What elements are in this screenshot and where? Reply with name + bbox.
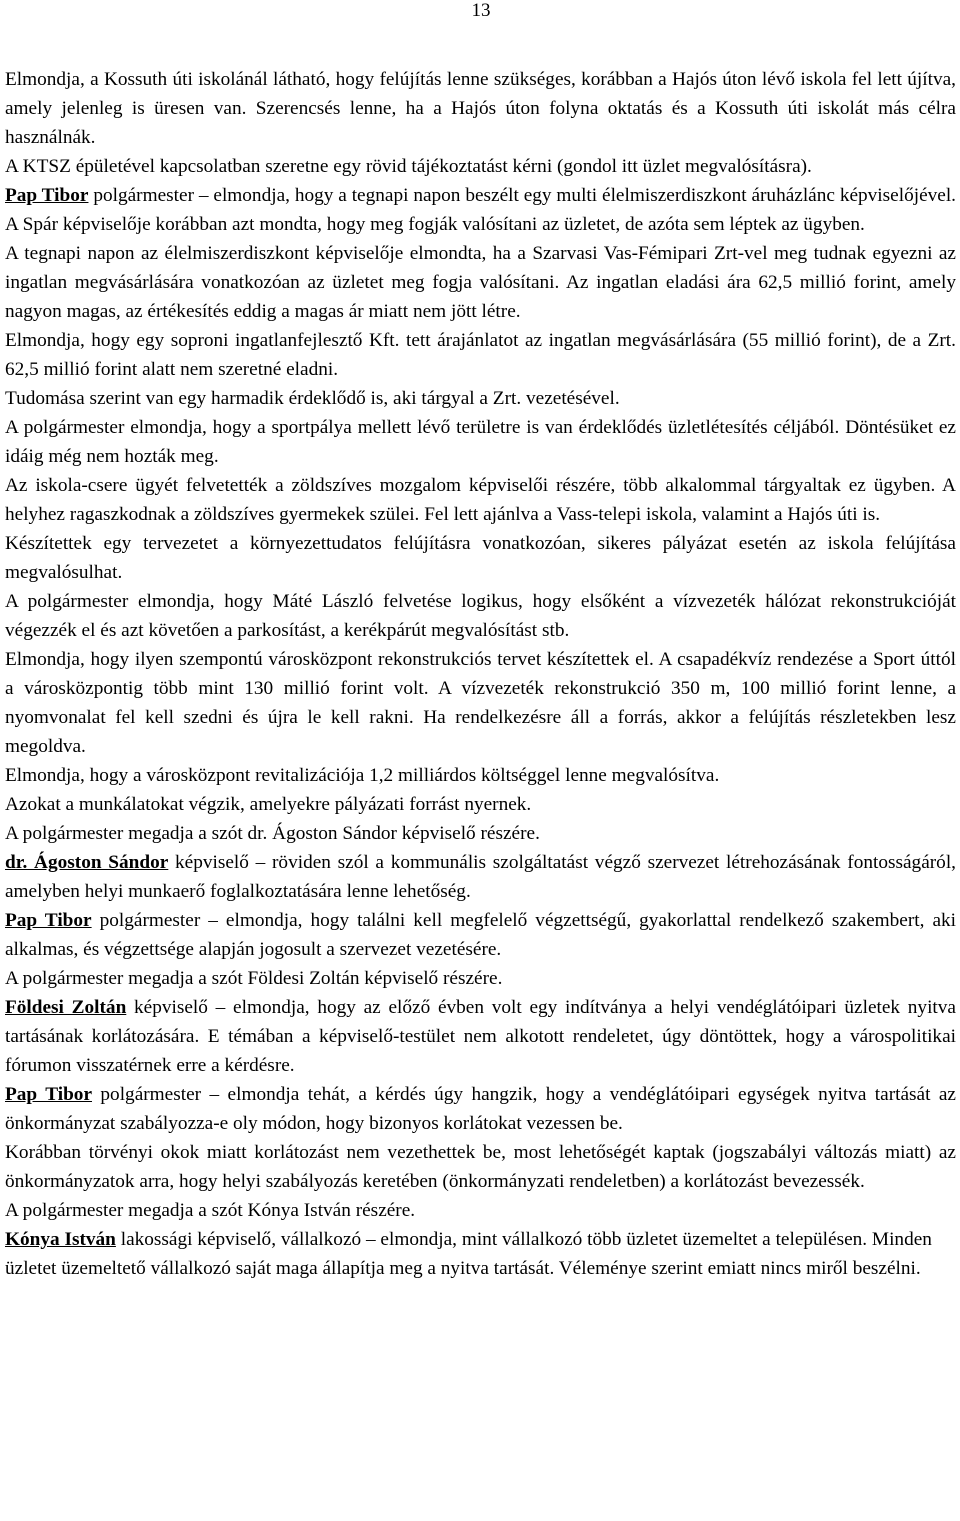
paragraph xyxy=(5,1080,956,1138)
paragraph: A polgármester elmondja, hogy a sportpálya mellett lévő területre is van érdeklődés üzletlétesítés céljából. Döntésüket ez idáig még nem hozták meg. xyxy=(5,417,956,467)
paragraph: Az iskola-csere ügyét felvetették a zöldszíves mozgalom képviselői részére, több alkalommal tárgyaltak ez ügyben. A helyhez ragaszkodnak a zöldszíves gyermekek szülei. Fel lett ajánlva a Vass-telepi iskola, valamint a Hajós úti is. xyxy=(5,475,956,525)
page-number: 13 xyxy=(471,0,491,21)
paragraph: Korábban törvényi okok miatt korlátozást nem vezethettek be, most lehetőségét kaptak (jogszabályi változás miatt) az önkormányzatok arra, hogy helyi szabályozás keretében (önkormányzati rendeletben) a korlátozást bevezessék. xyxy=(5,1142,956,1192)
speaker-name: Pap Tibor xyxy=(5,185,89,206)
paragraph: Elmondja, a Kossuth úti iskolánál látható, hogy felújítás lenne szükséges, korábban a Hajós úton lévő iskola fel lett újítva, amely jelenleg is üresen van. Szerencsés lenne, ha a Hajós úton folyna oktatás és a Kossuth úti iskolát más célra használnák. xyxy=(5,69,956,148)
paragraph: A polgármester megadja a szót dr. Ágoston Sándor képviselő részére. xyxy=(5,823,540,844)
paragraph xyxy=(5,993,956,1080)
paragraph: Tudomása szerint van egy harmadik érdeklődő is, aki tárgyal a Zrt. vezetésével. xyxy=(5,388,620,409)
paragraph: Elmondja, hogy a városközpont revitalizációja 1,2 milliárdos költséggel lenne megvalósítva. xyxy=(5,765,720,786)
paragraph: Készítettek egy tervezetet a környezettudatos felújításra vonatkozóan, sikeres pályázat esetén az iskola felújítása megvalósulhat. xyxy=(5,533,956,583)
paragraph: A polgármester megadja a szót Kónya István részére. xyxy=(5,1200,416,1221)
speaker-name: Földesi Zoltán xyxy=(5,997,127,1018)
speaker-name: Pap Tibor xyxy=(5,910,92,931)
paragraph xyxy=(5,906,956,964)
speaker-text: képviselő – röviden szól a kommunális szolgáltatást végző szervezet létrehozásának fontosságáról, amelyben helyi munkaerő foglalkoztatására lenne lehetőség. xyxy=(5,852,956,902)
speaker-text: képviselő – elmondja, hogy az előző évben volt egy indítványa a helyi vendéglátóipari üzletek nyitva tartásának korlátozására. E témában a képviselő-testület nem alkotott rendeletet, úgy döntöttek, hogy a várospolitikai fórumon visszatérnek erre a kérdésre. xyxy=(5,997,956,1076)
paragraph: A polgármester megadja a szót Földesi Zoltán képviselő részére. xyxy=(5,968,503,989)
body-text xyxy=(5,65,956,1283)
paragraph: A tegnapi napon az élelmiszerdiszkont képviselője elmondta, ha a Szarvasi Vas-Fémipari Zrt-vel meg tudnak egyezni az ingatlan megvásárlására vonatkozóan az üzletet meg fogja valósítani. Az ingatlan eladási ára 62,5 millió forint, amely nagyon magas, az értékesítés eddig a magas ár miatt nem jött létre. xyxy=(5,243,956,322)
speaker-name: Pap Tibor xyxy=(5,1084,92,1105)
speaker-text: polgármester – elmondja tehát, a kérdés úgy hangzik, hogy a vendéglátóipari egységek nyitva tartását az önkormányzat szabályozza-e oly módon, hogy bizonyos korlátokat vezessen be. xyxy=(5,1084,956,1134)
paragraph: Elmondja, hogy egy soproni ingatlanfejlesztő Kft. tett árajánlatot az ingatlan megvásárlására (55 millió forint), de a Zrt. 62,5 millió forint alatt nem szeretné eladni. xyxy=(5,330,956,380)
speaker-text: polgármester – elmondja, hogy a tegnapi napon beszélt egy multi élelmiszerdiszkont áruházlánc képviselőjével. A Spár képviselője korábban azt mondta, hogy meg fogják valósítani az üzletet, de azóta sem léptek az ügyben. xyxy=(5,185,957,235)
paragraph xyxy=(5,848,956,906)
paragraph: Azokat a munkálatokat végzik, amelyekre pályázati forrást nyernek. xyxy=(5,794,532,815)
speaker-name: Kónya István xyxy=(5,1229,116,1250)
speaker-text: polgármester – elmondja, hogy találni kell megfelelő végzettségű, gyakorlattal rendelkező szakembert, aki alkalmas, és végzettsége alapján jogosult a szervezet vezetésére. xyxy=(5,910,957,960)
paragraph: Elmondja, hogy ilyen szempontú városközpont rekonstrukciós tervet készítettek el. A csapadékvíz rendezése a Sport úttól a városközpontig több mint 130 millió forint volt. A vízvezeték rekonstrukció 350 m, 100 millió forint lenne, a nyomvonalat fel kell szedni és újra le kell rakni. Ha rendelkezésre áll a forrás, akkor a felújítás részletekben lesz megoldva. xyxy=(5,649,956,757)
speaker-name: dr. Ágoston Sándor xyxy=(5,852,169,873)
speaker-text: lakossági képviselő, vállalkozó – elmondja, mint vállalkozó több üzletet üzemeltet a településen. Minden üzletet üzemeltető vállalkozó saját maga állapítja meg a nyitva tartását. Véleménye szerint emiatt nincs miről beszélni. xyxy=(5,1229,932,1279)
paragraph: A KTSZ épületével kapcsolatban szeretne egy rövid tájékoztatást kérni (gondol itt üzlet megvalósításra). xyxy=(5,156,812,177)
paragraph xyxy=(5,181,956,239)
paragraph xyxy=(5,1225,956,1283)
paragraph: A polgármester elmondja, hogy Máté László felvetése logikus, hogy elsőként a vízvezeték hálózat rekonstrukcióját végezzék el és azt követően a parkosítást, a kerékpárút megvalósítást stb. xyxy=(5,591,956,641)
